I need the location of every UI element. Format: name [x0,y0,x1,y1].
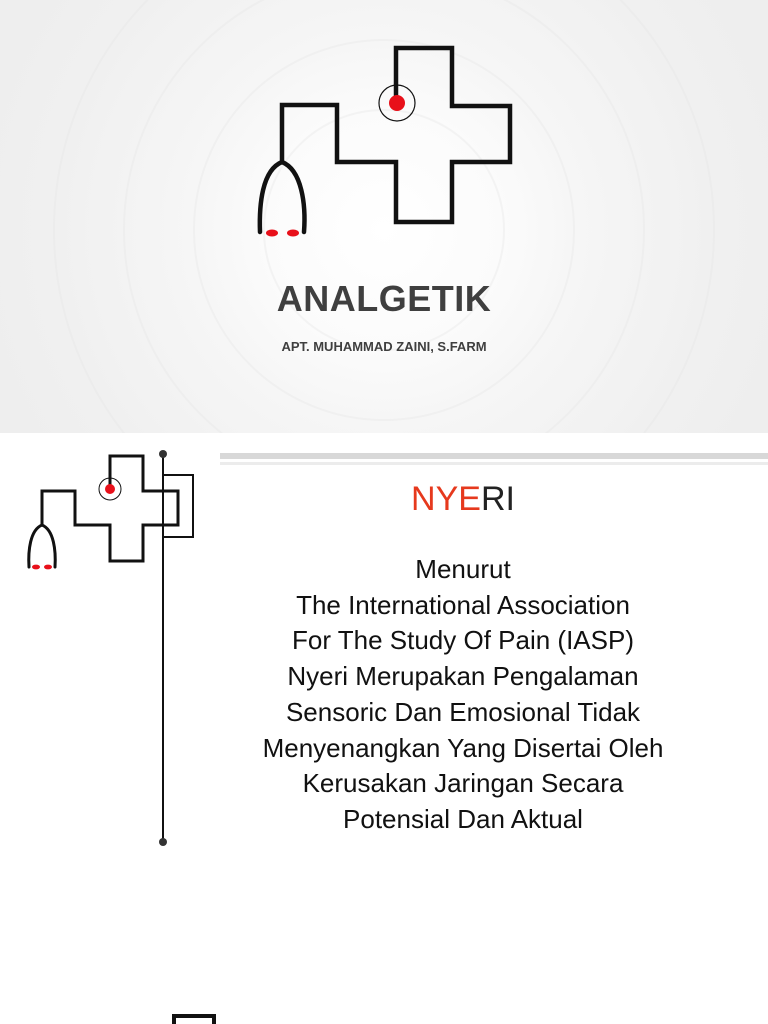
heading-rest: RI [480,480,515,518]
presentation-title: ANALGETIK [276,278,492,319]
title-slide [0,0,768,433]
presenter-name: APT. MUHAMMAD ZAINI, S.FARM [281,339,487,354]
stethoscope-cross-icon [29,456,178,569]
stethoscope-cross-icon [0,0,768,433]
definition-text [220,552,706,838]
text-line: Kerusakan Jaringan Secara [302,768,624,799]
text-line: The International Association [296,589,630,620]
text-line: Menurut [415,554,511,584]
content-slide [0,433,768,1024]
text-line: Potensial Dan Aktual [343,803,583,834]
text-line: Nyeri Merupakan Pengalaman [287,661,639,692]
text-line: Sensoric Dan Emosional Tidak [285,696,641,727]
next-slide-logo-fragment [174,1016,214,1024]
top-rule [220,453,768,459]
slide-heading [220,480,706,519]
text-line: For The Study Of Pain (IASP) [292,625,634,656]
heading-accent: NYE [411,480,481,518]
text-line: Menyenangkan Yang Disertai Oleh [262,732,664,763]
